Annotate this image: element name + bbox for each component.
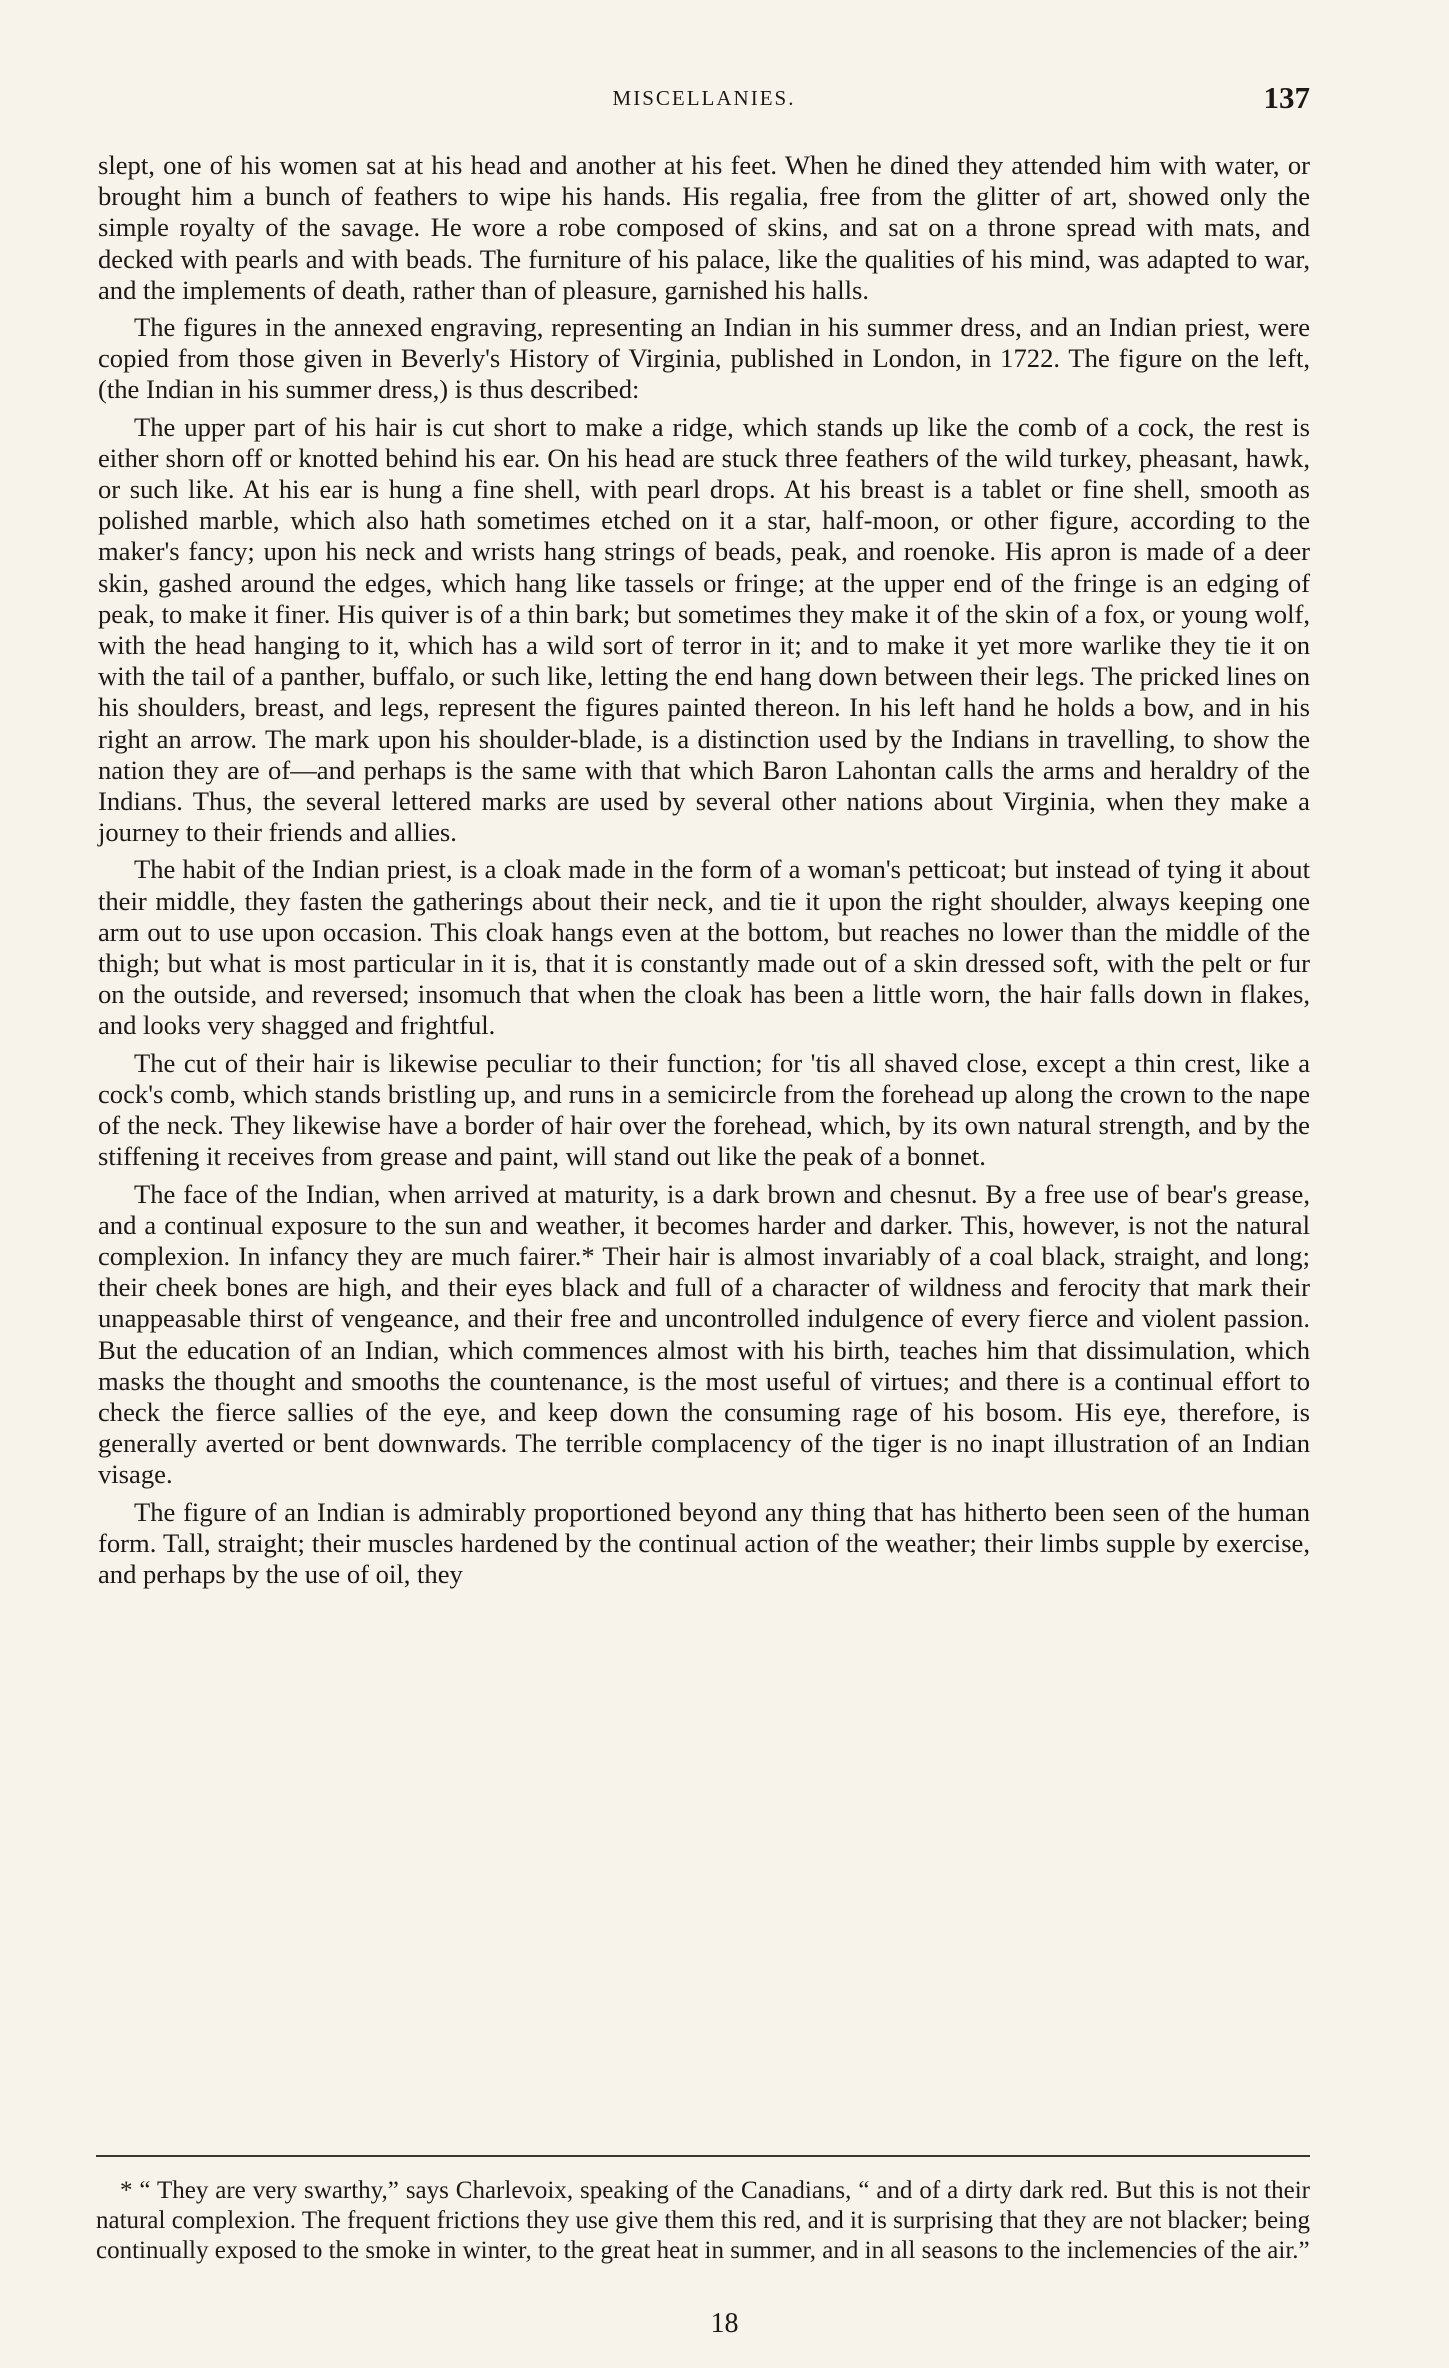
paragraph: slept, one of his women sat at his head and another at his feet. When he dined they attended him with water, or brought him a bunch of feathers to wipe his hands. His regalia, free from the glitter of art, showed only the simple royalty of the savage. He wore a robe composed of skins, and sat on a throne spread with mats, and decked with pearls and with beads. The furniture of his palace, like the qualities of his mind, was adapted to war, and the implements of death, rather than of pleasure, garnished his halls.: [98, 150, 1310, 305]
paragraph: The cut of their hair is likewise peculiar to their function; for 'tis all shaved close, except a thin crest, like a cock's comb, which stands bristling up, and runs in a semicircle from the forehead up along the crown to the nape of the neck. They likewise have a border of hair over the forehead, which, by its own natural strength, and by the stiffening it receives from grease and paint, will stand out like the peak of a bonnet.: [98, 1047, 1310, 1172]
page-number: 137: [1263, 80, 1310, 115]
footnote-text: * “ They are very swarthy,” says Charlevoix, speaking of the Canadians, “ and of a dirty dark red. But this is not their natural complexion. The frequent frictions they use give them this red, and it is surprising that they are not blacker; being continually exposed to the smoke in winter, to the great heat in summer, and in all seasons to the inclemencies of the air.”: [96, 2177, 1310, 2264]
running-title: MISCELLANIES.: [612, 86, 796, 110]
paragraph: The upper part of his hair is cut short to make a ridge, which stands up like the comb of a cock, the rest is either shorn off or knotted behind his ear. On his head are stuck three feathers of the wild turkey, pheasant, hawk, or such like. At his ear is hung a fine shell, with pearl drops. At his breast is a tablet or fine shell, smooth as polished marble, which also hath sometimes etched on it a star, half-moon, or other figure, according to the maker's fancy; upon his neck and wrists hang strings of beads, peak, and roenoke. His apron is made of a deer skin, gashed around the edges, which hang like tassels or fringe; at the upper end of the fringe is an edging of peak, to make it finer. His quiver is of a thin bark; but sometimes they make it of the skin of a fox, or young wolf, with the head hanging to it, which has a wild sort of terror in it; and to make it yet more warlike they tie it on with the tail of a panther, buffalo, or such like, letting the end hang down between their legs. The pricked lines on his shoulders, breast, and legs, represent the figures painted thereon. In his left hand he holds a bow, and in his right an arrow. The mark upon his shoulder-blade, is a distinction used by the Indians in travelling, to show the nation they are of—and perhaps is the same with that which Baron Lahontan calls the arms and heraldry of the Indians. Thus, the several lettered marks are used by several other nations about Virginia, when they make a journey to their friends and allies.: [98, 411, 1310, 848]
page-header: [98, 80, 1310, 122]
paragraph: The figure of an Indian is admirably proportioned beyond any thing that has hitherto been seen of the human form. Tall, straight; their muscles hardened by the continual action of the weather; their limbs supple by exercise, and perhaps by the use of oil, they: [98, 1496, 1310, 1589]
body-text: [98, 150, 1310, 1596]
paragraph: The habit of the Indian priest, is a cloak made in the form of a woman's petticoat; but instead of tying it about their middle, they fasten the gatherings about their neck, and tie it upon the right shoulder, always keeping one arm out to use upon occasion. This cloak hangs even at the bottom, but reaches no lower than the middle of the thigh; but what is most particular in it is, that it is constantly made out of a skin dressed soft, with the pelt or fur on the outside, and reversed; insomuch that when the cloak has been a little worn, the hair falls down in flakes, and looks very shagged and frightful.: [98, 854, 1310, 1041]
footnote: [96, 2176, 1310, 2266]
paragraph: The face of the Indian, when arrived at maturity, is a dark brown and chesnut. By a free use of bear's grease, and a continual exposure to the sun and weather, it becomes harder and darker. This, however, is not the natural complexion. In infancy they are much fairer.* Their hair is almost invariably of a coal black, straight, and long; their cheek bones are high, and their eyes black and full of a character of wildness and ferocity that mark their unappeasable thirst of vengeance, and their free and uncontrolled indulgence of every fierce and violent passion. But the education of an Indian, which commences almost with his birth, teaches him that dissimulation, which masks the thought and smooths the countenance, is the most useful of virtues; and there is a continual effort to check the fierce sallies of the eye, and keep down the consuming rage of his bosom. His eye, therefore, is generally averted or bent downwards. The terrible complacency of the tiger is no inapt illustration of an Indian visage.: [98, 1178, 1310, 1490]
signature-mark: 18: [710, 2308, 739, 2339]
paragraph: The figures in the annexed engraving, representing an Indian in his summer dress, and an Indian priest, were copied from those given in Beverly's History of Virginia, published in London, in 1722. The figure on the left, (the Indian in his summer dress,) is thus described:: [98, 312, 1310, 405]
footnote-divider: [96, 2155, 1310, 2157]
